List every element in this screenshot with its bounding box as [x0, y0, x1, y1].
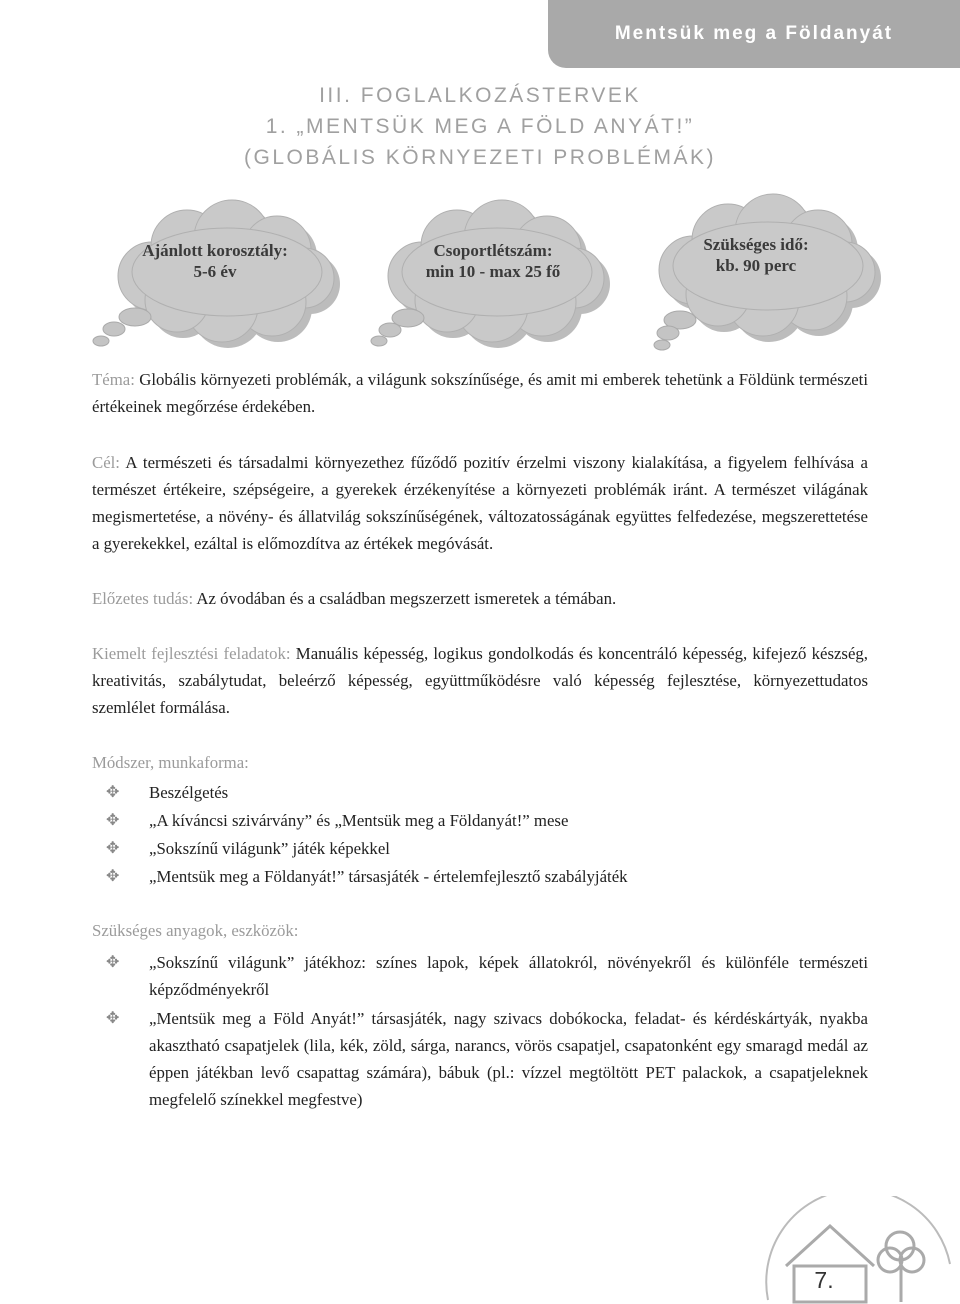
- tema-paragraph: [92, 366, 868, 420]
- cloud-group-value: min 10 - max 25 fő: [425, 262, 561, 281]
- cloud-group-label: Csoportlétszám:: [433, 241, 553, 260]
- cel-paragraph: [92, 449, 868, 557]
- kiemelt-paragraph: [92, 640, 868, 721]
- cloud-age-label: Ajánlott korosztály:: [142, 241, 288, 260]
- bullet-icon: ✥: [106, 812, 120, 829]
- header-tab: [548, 0, 960, 68]
- cloud-time-text: [636, 234, 876, 276]
- list-item: ✥ „Mentsük meg a Föld Anyát!” társasjáték, nagy szivacs dobókocka, feladat- és kérdéskártyák, nyakba akasztható csapatjelek (lila, kék, zöld, sárga, narancs, vörös csapatjel, csapatonként egy smaragd medál az éppen játékban levő csapattag számára), bábuk (pl.: vízzel megtöltött PET palackok, a csapatjeleknek megfelelő színekkel megfestve): [92, 1005, 868, 1113]
- list-item: ✥ „Mentsük meg a Földanyát!” társasjáték - értelemfejlesztő szabályjáték: [92, 863, 868, 890]
- modszer-label: Módszer, munkaforma:: [92, 753, 249, 772]
- bullet-icon: ✥: [106, 784, 120, 801]
- section-heading: III. FOGLALKOZÁSTERVEK: [319, 84, 641, 107]
- list-item: ✥ „Sokszínű világunk” játék képekkel: [92, 835, 868, 862]
- elozetes-label: Előzetes tudás:: [92, 589, 194, 608]
- lesson-subtitle: (GLOBÁLIS KÖRNYEZETI PROBLÉMÁK): [244, 146, 716, 169]
- bullet-icon: ✥: [106, 954, 120, 971]
- anyagok-label: Szükséges anyagok, eszközök:: [92, 921, 299, 940]
- cloud-age-value: 5-6 év: [193, 262, 237, 281]
- anyagok-list: [92, 949, 868, 1113]
- modszer-heading: [92, 749, 868, 776]
- elozetes-paragraph: [92, 585, 868, 612]
- cloud-group-text: [373, 240, 613, 282]
- bullet-icon: ✥: [106, 840, 120, 857]
- tema-label: Téma:: [92, 370, 135, 389]
- list-item: ✥ „Sokszínű világunk” játékhoz: színes lapok, képek állatokról, növényekről és különféle természeti képződményekről: [92, 949, 868, 1003]
- section-titles: [0, 80, 960, 173]
- bullet-icon: ✥: [106, 868, 120, 885]
- list-item: ✥ Beszélgetés: [92, 779, 868, 806]
- tema-text: Globális környezeti problémák, a világunk sokszínűsége, és amit mi emberek tehetünk a Földünk természeti értékeinek megőrzése érdekében.: [92, 370, 868, 416]
- bullet-icon: ✥: [106, 1010, 120, 1027]
- elozetes-text: Az óvodában és a családban megszerzett ismeretek a témában.: [196, 589, 617, 608]
- modszer-list: [92, 779, 868, 890]
- cloud-age-text: [95, 240, 335, 282]
- list-item: ✥ „A kíváncsi szivárvány” és „Mentsük meg a Földanyát!” mese: [92, 807, 868, 834]
- header-tab-title: Mentsük meg a Földanyát: [614, 23, 894, 44]
- cloud-time-label: Szükséges idő:: [703, 235, 809, 254]
- kiemelt-label: Kiemelt fejlesztési feladatok:: [92, 644, 291, 663]
- lesson-plan-body: [92, 366, 868, 1114]
- lesson-title: 1. „MENTSÜK MEG A FÖLD ANYÁT!”: [265, 115, 695, 138]
- cel-label: Cél:: [92, 453, 120, 472]
- cel-text: A természeti és társadalmi környezethez fűződő pozitív érzelmi viszony kialakítása, a figyelem felhívása a természet értékeire, szépségeire, a gyerekek érzékenyítése a környezeti problémák iránt. A természet világának megismertetése, a növény- és állatvilág sokszínűségének, változatosságának együttes felfedezése, megszerettetése a gyerekekkel, ezáltal is előmozdítva az értékek megóvását.: [92, 453, 868, 553]
- page-number: 7.: [814, 1267, 834, 1293]
- kiemelt-text: Manuális képesség, logikus gondolkodás és koncentráló képesség, kifejező készség, kreativitás, szabálytudat, beleérző képesség, együttműködésre való képesség fejlesztése, környezettudatos szemlélet formálása.: [92, 644, 868, 717]
- anyagok-heading: [92, 917, 868, 944]
- house-tree-logo: [760, 1196, 960, 1304]
- cloud-time-value: kb. 90 perc: [715, 256, 797, 275]
